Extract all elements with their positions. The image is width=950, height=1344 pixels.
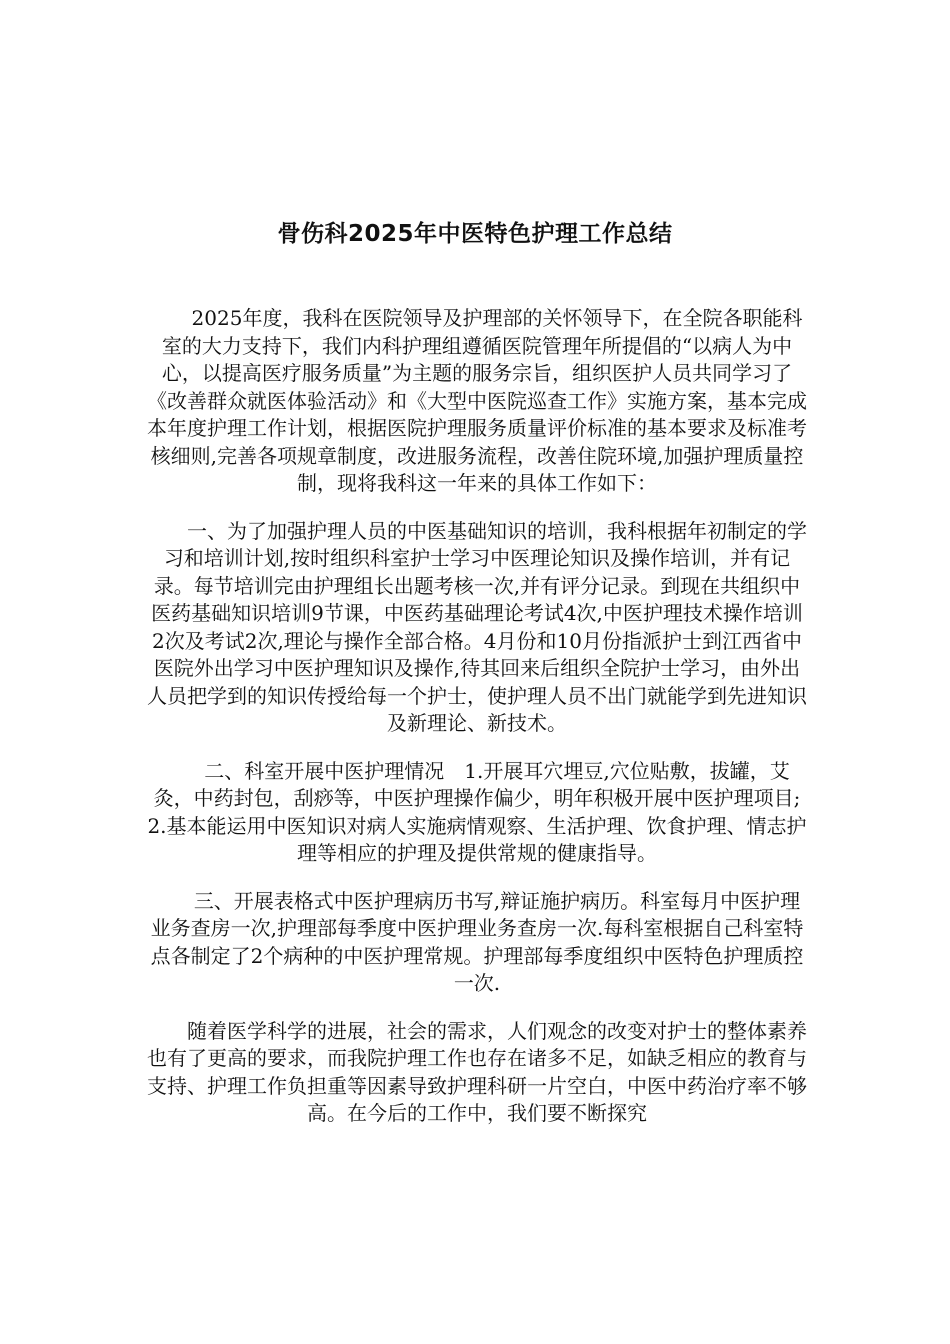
- paragraph-outlook: 随着医学科学的进展，社会的需求，人们观念的改变对护士的整体素养也有了更高的要求，而我院护理工作也存在诸多不足，如缺乏相应的教育与支持、护理工作负担重等因素导致护理科研一片空白，中医中药治疗率不够高。在今后的工作中，我们要不断探究: [147, 1018, 807, 1125]
- paragraph-section-2-practice: 二、科室开展中医护理情况 1.开展耳穴埋豆,穴位贴敷，拔罐，艾灸，中药封包，刮痧等，中医护理操作偏少，明年积极开展中医护理项目;2.基本能运用中医知识对病人实施病情观察、生活护理、饮食护理、情志护理等相应的护理及提供常规的健康指导。: [147, 758, 807, 865]
- document-body: [146, 305, 808, 1148]
- document-title: 骨伤科2025年中医特色护理工作总结: [277, 221, 673, 248]
- paragraph-section-3-records: 三、开展表格式中医护理病历书写,辩证施护病历。科室每月中医护理业务查房一次,护理部每季度中医护理业务查房一次.每科室根据自己科室特点各制定了2个病种的中医护理常规。护理部每季度组织中医特色护理质控一次.: [150, 888, 804, 995]
- paragraph-section-1-training: 一、为了加强护理人员的中医基础知识的培训，我科根据年初制定的学习和培训计划,按时组织科室护士学习中医理论知识及操作培训，并有记录。每节培训完由护理组长出题考核一次,并有评分记录。到现在共组织中医药基础知识培训9节课，中医药基础理论考试4次,中医护理技术操作培训2次及考试2次,理论与操作全部合格。4月份和10月份指派护士到江西省中医院外出学习中医护理知识及操作,待其回来后组织全院护士学习，由外出人员把学到的知识传授给每一个护士，使护理人员不出门就能学到先进知识及新理论、新技术。: [147, 518, 807, 735]
- paragraph-intro: 2025年度，我科在医院领导及护理部的关怀领导下，在全院各职能科室的大力支持下，我们内科护理组遵循医院管理年所提倡的“以病人为中心，以提高医疗服务质量”为主题的服务宗旨，组织医护人员共同学习了《改善群众就医体验活动》和《大型中医院巡查工作》实施方案，基本完成本年度护理工作计划，根据医院护理服务质量评价标准的基本要求及标准考核细则,完善各项规章制度，改进服务流程，改善住院环境,加强护理质量控制，现将我科这一年来的具体工作如下：: [147, 306, 807, 495]
